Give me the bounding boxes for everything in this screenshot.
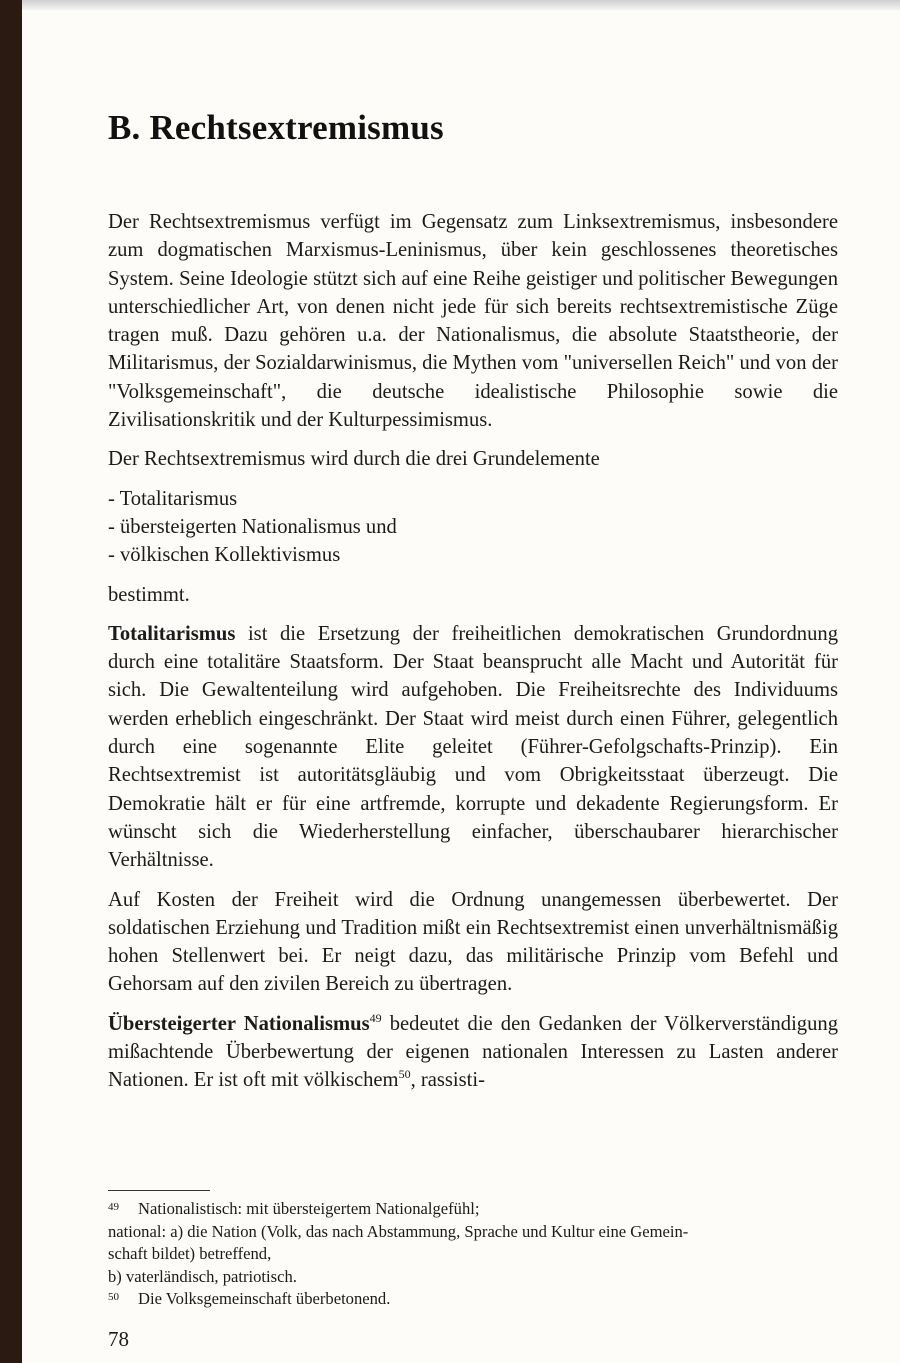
book-binding-edge xyxy=(0,0,22,1363)
footnote-ref-49[interactable]: 49 xyxy=(369,1010,382,1025)
footnote-number: 50 xyxy=(108,1291,119,1303)
footnotes xyxy=(108,1198,858,1311)
footnote-divider xyxy=(108,1190,210,1191)
paragraph-determined: bestimmt. xyxy=(108,583,190,606)
section-heading: B. Rechtsextremismus xyxy=(108,108,444,147)
page-top-edge xyxy=(22,0,900,10)
term-nationalismus: Übersteigerter Nationalismus xyxy=(108,1012,370,1035)
footnote-49-line: schaft bildet) betreffend, xyxy=(108,1244,272,1263)
term-totalitarismus: Totalitarismus xyxy=(108,622,236,645)
footnote-text: Nationalistisch: mit übersteigertem Nationalgefühl; xyxy=(138,1199,480,1218)
paragraph-nationalismus-text-b: , rassisti- xyxy=(410,1069,485,1092)
footnote-49 xyxy=(108,1198,858,1221)
paragraph-elements-lead: Der Rechtsextremismus wird durch die drei Grundelemente xyxy=(108,448,600,471)
paragraph-totalitarismus-text: ist die Ersetzung der freiheitlichen demokratischen Grundordnung durch eine totalitäre Staatsform. Der Staat beansprucht alle Macht und Autorität für sich. Die Gewaltenteilung wird aufgehoben. Die Freiheitsrechte des Individuums werden erheblich eingeschränkt. Der Staat wird meist durch einen Führer, gelegentlich durch eine sogenannte Elite geleitet (Führer-Gefolgschafts-Prinzip). Ein Rechtsextremist ist autoritätsgläubig und vom Obrigkeitsstaat überzeugt. Die Demokratie hält er für eine artfremde, korrupte und dekadente Regierungsform. Er wünscht sich die Wiederherstellung einfacher, überschaubarer hierarchischer Verhältnisse. xyxy=(108,622,838,872)
list-item: - übersteigerten Nationalismus und xyxy=(108,515,397,538)
paragraph-nationalismus-text-a: bedeutet die den Gedanken der Völkerverständigung mißachtende Überbewertung der eigenen nationalen Interessen zu Lasten anderer Nationen. Er ist oft mit völkischem xyxy=(108,1012,838,1092)
footnote-49-line: national: a) die Nation (Volk, das nach Abstammung, Sprache und Kultur eine Gemein- xyxy=(108,1221,689,1241)
footnote-49-line: b) vaterländisch, patriotisch. xyxy=(108,1266,297,1286)
list-item: - Totalitarismus xyxy=(108,487,238,510)
paragraph-totalitarismus xyxy=(108,620,838,875)
paragraph-nationalismus xyxy=(108,1010,838,1095)
footnote-number: 49 xyxy=(108,1201,119,1213)
elements-list xyxy=(108,485,838,570)
footnote-50 xyxy=(108,1288,858,1311)
list-item: - völkischen Kollektivismus xyxy=(108,544,341,567)
page-number: 78 xyxy=(108,1327,129,1351)
paragraph-order: Auf Kosten der Freiheit wird die Ordnung unangemessen überbewertet. Der soldatischen Erziehung und Tradition mißt ein Rechtsextremist einen unverhältnismäßig hohen Stellenwert bei. Er neigt dazu, das militärische Prinzip vom Befehl und Gehorsam auf den zivilen Bereich zu übertragen. xyxy=(108,888,838,996)
paragraph-intro: Der Rechtsextremismus verfügt im Gegensatz zum Linksextremismus, insbesondere zum dogmatischen Marxismus-Leninismus, über kein geschlossenes theoretisches System. Seine Ideologie stützt sich auf eine Reihe geistiger und politischer Bewegungen unterschiedlicher Art, von denen nicht jede für sich bereits rechtsextremistische Züge tragen muß. Dazu gehören u.a. der Nationalismus, die absolute Staatstheorie, der Militarismus, der Sozialdarwinismus, die Mythen vom "universellen Reich" und von der "Volksgemeinschaft", die deutsche idealistische Philosophie sowie die Zivilisationskritik und der Kulturpessimismus. xyxy=(108,211,838,432)
body-text xyxy=(108,208,838,1106)
footnote-text: Die Volksgemeinschaft überbetonend. xyxy=(138,1289,391,1308)
footnote-ref-50[interactable]: 50 xyxy=(398,1067,411,1082)
